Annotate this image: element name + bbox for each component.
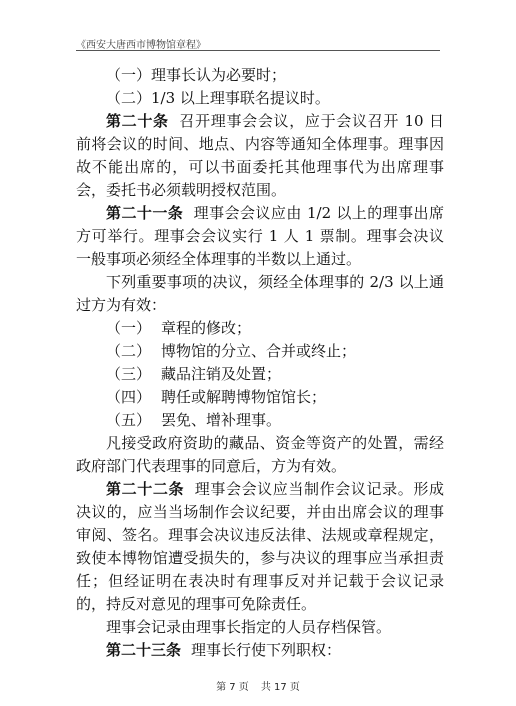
- list-item: [76, 340, 444, 363]
- article-text: 理事会会议应由 1/2 以上的理事出席方可举行。理事会会议实行 1 人 1 票制。理事会决议一般事项必须经全体理事的半数以上通过。: [76, 204, 444, 268]
- page-body: [76, 64, 444, 662]
- list-item: [76, 317, 444, 340]
- page-number: 第 7 页: [216, 682, 249, 693]
- article-23: [76, 639, 444, 662]
- article-21: [76, 202, 444, 271]
- list-item-text: 藏品注销及处置；: [161, 365, 282, 383]
- article-text: 理事长行使下列职权：: [191, 641, 342, 659]
- list-item: [76, 386, 444, 409]
- article-20: [76, 110, 444, 202]
- page-total: 共 17 页: [260, 682, 300, 693]
- list-item-number: （四）: [106, 388, 152, 406]
- paragraph-major-matters: 下列重要事项的决议，须经全体理事的 2/3 以上通过方为有效：: [76, 273, 444, 314]
- article-22: [76, 478, 444, 616]
- list-item: （一）理事长认为必要时；: [106, 66, 287, 84]
- article-label: 第二十一条: [106, 204, 184, 222]
- paragraph-government-assets: 凡接受政府资助的藏品、资金等资产的处置，需经政府部门代表理事的同意后，方为有效。: [76, 434, 444, 475]
- page-footer: [0, 678, 516, 693]
- list-item-number: （五）: [106, 411, 152, 429]
- list-item-text: 聘任或解聘博物馆馆长；: [161, 388, 327, 406]
- article-label: 第二十二条: [106, 480, 185, 498]
- article-text: 召开理事会会议，应于会议召开 10 日前将会议的时间、地点、内容等通知全体理事。理事因故不能出席的，可以书面委托其他理事代为出席理事会，委托书必须载明授权范围。: [76, 112, 444, 199]
- list-item: （二）1/3 以上理事联名提议时。: [106, 89, 330, 107]
- list-item-text: 博物馆的分立、合并或终止；: [161, 342, 357, 360]
- list-item-text: 罢免、增补理事。: [161, 411, 282, 429]
- list-item-number: （二）: [106, 342, 152, 360]
- list-item-number: （三）: [106, 365, 152, 383]
- article-label: 第二十条: [106, 112, 169, 130]
- document-title: 《西安大唐西市博物馆章程》: [76, 40, 206, 51]
- list-item-text: 章程的修改；: [161, 319, 252, 337]
- article-label: 第二十三条: [106, 641, 182, 659]
- header-divider: [76, 50, 440, 51]
- article-text: 理事会会议应当制作会议记录。形成决议的，应当当场制作会议纪要，并由出席会议的理事审阅、签名。理事会决议违反法律、法规或章程规定，致使本博物馆遭受损失的，参与决议的理事应当承担责任；但经证明在表决时有理事反对并记载于会议记录的，持反对意见的理事可免除责任。: [76, 480, 444, 613]
- list-item-number: （一）: [106, 319, 152, 337]
- paragraph-records: 理事会记录由理事长指定的人员存档保管。: [106, 618, 392, 636]
- list-item: [76, 409, 444, 432]
- list-item: [76, 363, 444, 386]
